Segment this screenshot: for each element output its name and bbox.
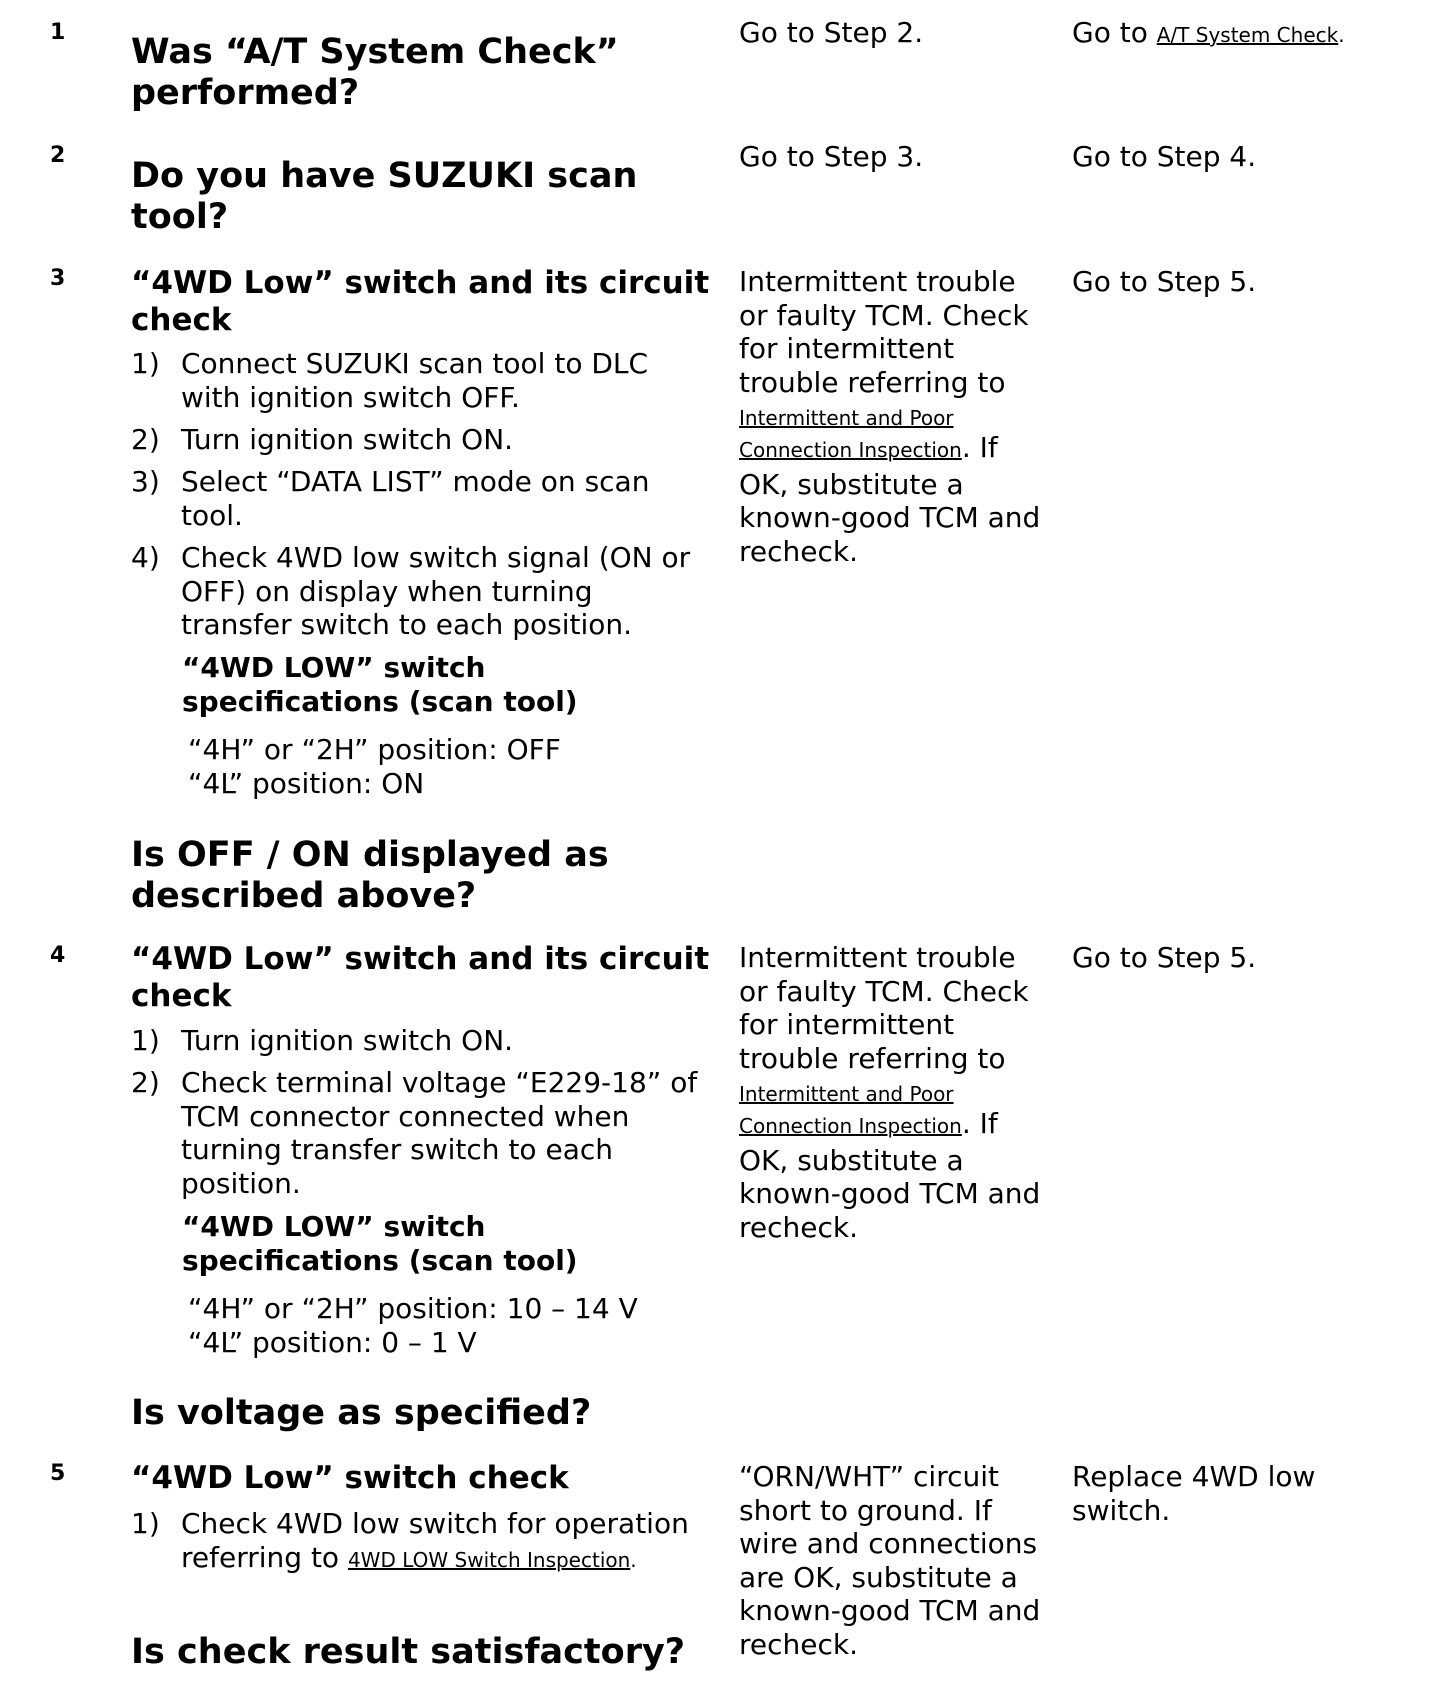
yes-action-4: Intermittent trouble or faulty TCM. Check for intermittent trouble referring to Intermittent and Poor Connection Inspection. If OK, substitute a known-good TCM and recheck. [739,941,1041,1244]
step-number-5: 5 [50,1461,66,1486]
step-number-2: 2 [50,143,66,168]
link-at-system-check[interactable]: A/T System Check [1156,23,1339,47]
spec-values-3: “4H” or “2H” position: OFF “4L” position: ON [188,733,561,800]
link-connection-inspection[interactable]: Connection Inspection [739,438,962,462]
yes-action-2: Go to Step 3. [739,140,924,173]
link-4wd-low-switch-inspection[interactable]: 4WD LOW Switch Inspection [347,1547,631,1572]
yes-action-3: Intermittent trouble or faulty TCM. Check for intermittent trouble referring to Intermittent and Poor Connection Inspection. If OK, substitute a known-good TCM and recheck. [739,265,1041,568]
question-3: Is OFF / ON displayed as described above? [131,835,609,916]
link-intermittent-poor-connection[interactable]: Intermittent and Poor [739,406,954,430]
link-intermittent-poor-connection[interactable]: Intermittent and Poor [739,1082,954,1106]
question-4: Is voltage as specified? [131,1393,592,1433]
check-heading-4: “4WD Low” switch and its circuit check [131,941,710,1014]
spec-heading-3: “4WD LOW” switch specifications (scan tool) [182,651,578,718]
no-action-2: Go to Step 4. [1072,140,1257,173]
no-action-4: Go to Step 5. [1072,941,1257,974]
question-2: Do you have SUZUKI scan tool? [131,156,638,237]
question-5: Is check result satisfactory? [131,1632,686,1672]
link-connection-inspection[interactable]: Connection Inspection [739,1114,962,1138]
no-action-3: Go to Step 5. [1072,265,1257,298]
no-action-1: Go to A/T System Check. [1072,16,1345,49]
step-number-1: 1 [50,20,66,45]
spec-heading-4: “4WD LOW” switch specifications (scan tool) [182,1210,578,1277]
yes-action-1: Go to Step 2. [739,16,924,49]
step-number-4: 4 [50,943,66,968]
step-number-3: 3 [50,266,66,291]
check-heading-3: “4WD Low” switch and its circuit check [131,265,710,338]
no-action-5: Replace 4WD low switch. [1072,1460,1316,1527]
question-1: Was “A/T System Check” performed? [131,32,619,113]
spec-values-4: “4H” or “2H” position: 10 – 14 V “4L” position: 0 – 1 V [188,1292,638,1359]
yes-action-5: “ORN/WHT” circuit short to ground. If wire and connections are OK, substitute a known-good TCM and recheck. [739,1460,1041,1661]
check-heading-5: “4WD Low” switch check [131,1460,569,1496]
